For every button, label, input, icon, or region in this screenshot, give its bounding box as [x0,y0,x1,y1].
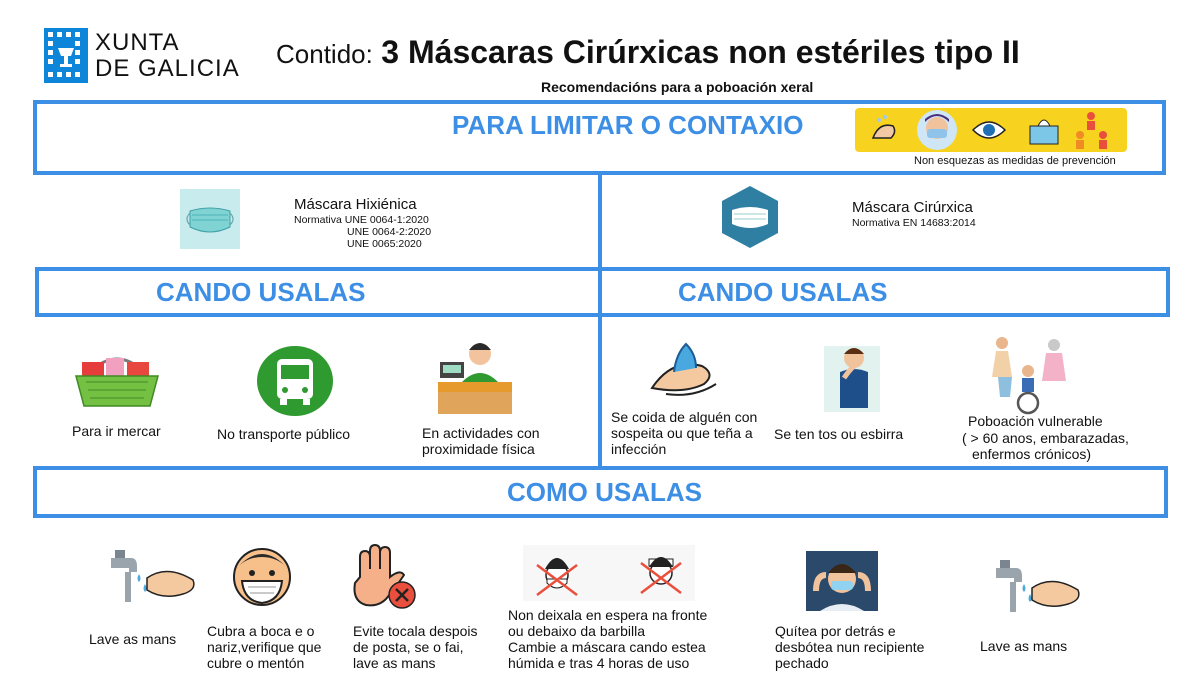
faucet-hands-icon [105,544,200,617]
bus-icon [256,345,334,422]
how-step-3-line1: Evite tocala despois [353,623,478,639]
hygienic-mask-image [180,189,240,249]
how-step-5-line1: Quítea por detrás e [775,623,896,639]
title-main: 3 Máscaras Cirúrxicas non estériles tipo II [381,34,1020,70]
logo-text-line2: DE GALICIA [95,55,240,82]
page-title [276,34,1020,71]
page-subtitle: Recomendacións para a poboación xeral [541,79,814,95]
surgical-mask-image [720,186,780,248]
when-right-item-2-label: Se ten tos ou esbirra [774,426,904,442]
how-step-5-line2: desbótea nun recipiente [775,639,925,655]
when-right-item-1-label-line2: sospeita ou que teña a [611,425,753,441]
when-left-item-3-label-line2: proximidade física [422,441,535,457]
hygienic-mask-norm2: UNE 0064-2:2020 [347,226,432,238]
when-right-item-3-label-line1: Poboación vulnerable [968,413,1103,429]
how-step-5-line3: pechado [775,655,829,671]
how-step-3-line3: lave as mans [353,655,436,671]
when-left-title: CANDO USALAS [156,277,366,307]
how-step-3-line2: de posta, se o fai, [353,639,464,655]
faucet-hands-icon [990,554,1085,627]
cashier-icon [436,338,514,419]
wrong-mask-position-icon [523,545,695,606]
xunta-logo [44,28,88,83]
when-right-item-3-label-line2: ( > 60 anos, embarazadas, [962,430,1129,446]
when-right-item-3-label-line3: enfermos crónicos) [972,446,1092,462]
how-step-4-line4: húmida e tras 4 horas de uso [508,655,690,671]
shopping-basket-icon [72,352,162,417]
hygienic-mask-name: Máscara Hixiénica [294,196,417,213]
how-step-4-line3: Cambie a máscara cando estea [508,639,706,655]
prevention-icons-strip [855,108,1127,152]
coughing-person-icon [822,342,882,419]
surgical-mask-name: Máscara Cirúrxica [852,199,973,216]
surgical-mask-norm: Normativa EN 14683:2014 [852,217,976,229]
how-step-4-line1: Non deixala en espera na fronte [508,607,708,623]
title-prefix: Contido: [276,39,373,69]
when-right-item-1-label-line3: infección [611,441,667,457]
prevention-note: Non esquezas as medidas de prevención [914,155,1116,167]
how-step-4-line2: ou debaixo da barbilla [508,623,645,639]
when-left-item-2-label: No transporte público [217,426,351,442]
how-step-1-line1: Lave as mans [89,631,177,647]
caring-hands-icon [648,338,720,407]
vulnerable-people-icon [988,335,1072,420]
how-step-2-line1: Cubra a boca e o [207,623,315,639]
coat-of-arms-icon [44,28,88,83]
distance-people-icon [1076,112,1107,149]
limit-section-title: PARA LIMITAR O CONTAXIO [452,110,804,140]
how-step-2-line3: cubre o mentón [207,655,305,671]
eye-icon [973,122,1005,138]
how-section-title: COMO USALAS [507,477,702,507]
logo-text-line1: XUNTA [95,29,180,56]
when-left-item-3-label-line1: En actividades con [422,425,540,441]
remove-mask-icon [806,551,878,616]
when-right-item-1-label-line1: Se coida de alguén con [611,409,758,425]
mask-face-icon [222,545,302,614]
how-step-2-line2: nariz,verifique que [207,639,322,655]
when-left-item-1-label: Para ir mercar [72,423,161,439]
center-divider [598,172,602,468]
how-step-6-line1: Lave as mans [980,638,1068,654]
hygienic-mask-norm1: Normativa UNE 0064-1:2020 [294,214,429,226]
tissue-box-icon [1030,120,1058,144]
stop-hand-icon [348,543,424,618]
when-right-title: CANDO USALAS [678,277,888,307]
hand-wash-icon [873,115,895,138]
masked-face-icon [917,110,957,150]
hygienic-mask-norm3: UNE 0065:2020 [347,238,422,250]
